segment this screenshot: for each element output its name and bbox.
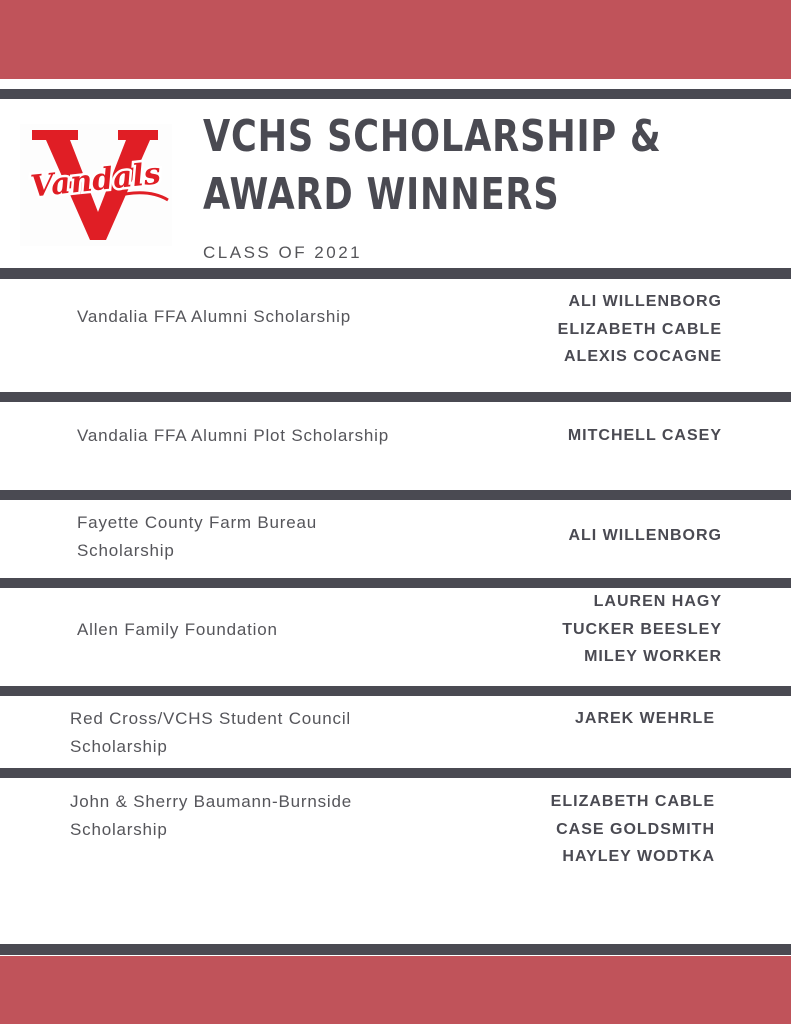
class-year-subtitle: CLASS OF 2021 [203,243,363,262]
winner-list [558,288,722,371]
winner-name: LAUREN HAGY [593,593,722,610]
winner-name: MILEY WORKER [584,648,722,665]
award-name: Red Cross/VCHS Student Council Scholarship [70,709,352,756]
winner-name: MITCHELL CASEY [567,427,722,444]
vandals-logo [20,124,172,246]
award-name: Vandalia FFA Alumni Scholarship [77,307,351,326]
award-name: John & Sherry Baumann-Burnside Scholarship [70,792,352,839]
row-divider [0,686,791,696]
logo-wordmark: Vandals [28,156,163,205]
winner-name: ALEXIS COCAGNE [563,348,722,365]
winner-name: ALI WILLENBORG [568,527,722,544]
header-bottom-divider [0,268,791,279]
winner-name: ELIZABETH CABLE [550,793,715,810]
winner-list [575,705,715,733]
winner-name: ALI WILLENBORG [568,293,722,310]
header-top-divider [0,89,791,99]
page-title [203,108,662,224]
winner-list [562,588,722,671]
winner-name: TUCKER BEESLEY [562,620,722,638]
winner-list [568,422,722,450]
winner-name: JAREK WEHRLE [574,710,715,727]
row-divider [0,490,791,500]
title-line-1: VCHS SCHOLARSHIP & [203,111,662,162]
bottom-color-band [0,956,791,1024]
vandals-logo-graphic [20,124,172,246]
winner-list [551,788,715,871]
award-name: Allen Family Foundation [77,620,278,639]
row-divider [0,578,791,588]
footer-divider [0,944,791,955]
title-line-2: AWARD WINNERS [203,169,560,220]
row-divider [0,392,791,402]
award-name: Vandalia FFA Alumni Plot Scholarship [77,426,389,445]
winner-name: ELIZABETH CABLE [557,320,722,338]
winner-list [568,522,722,550]
winner-name: HAYLEY WODTKA [562,848,715,865]
top-color-band [0,0,791,79]
row-divider [0,768,791,778]
award-name: Fayette County Farm Bureau Scholarship [77,513,318,560]
winner-name: CASE GOLDSMITH [556,820,715,838]
